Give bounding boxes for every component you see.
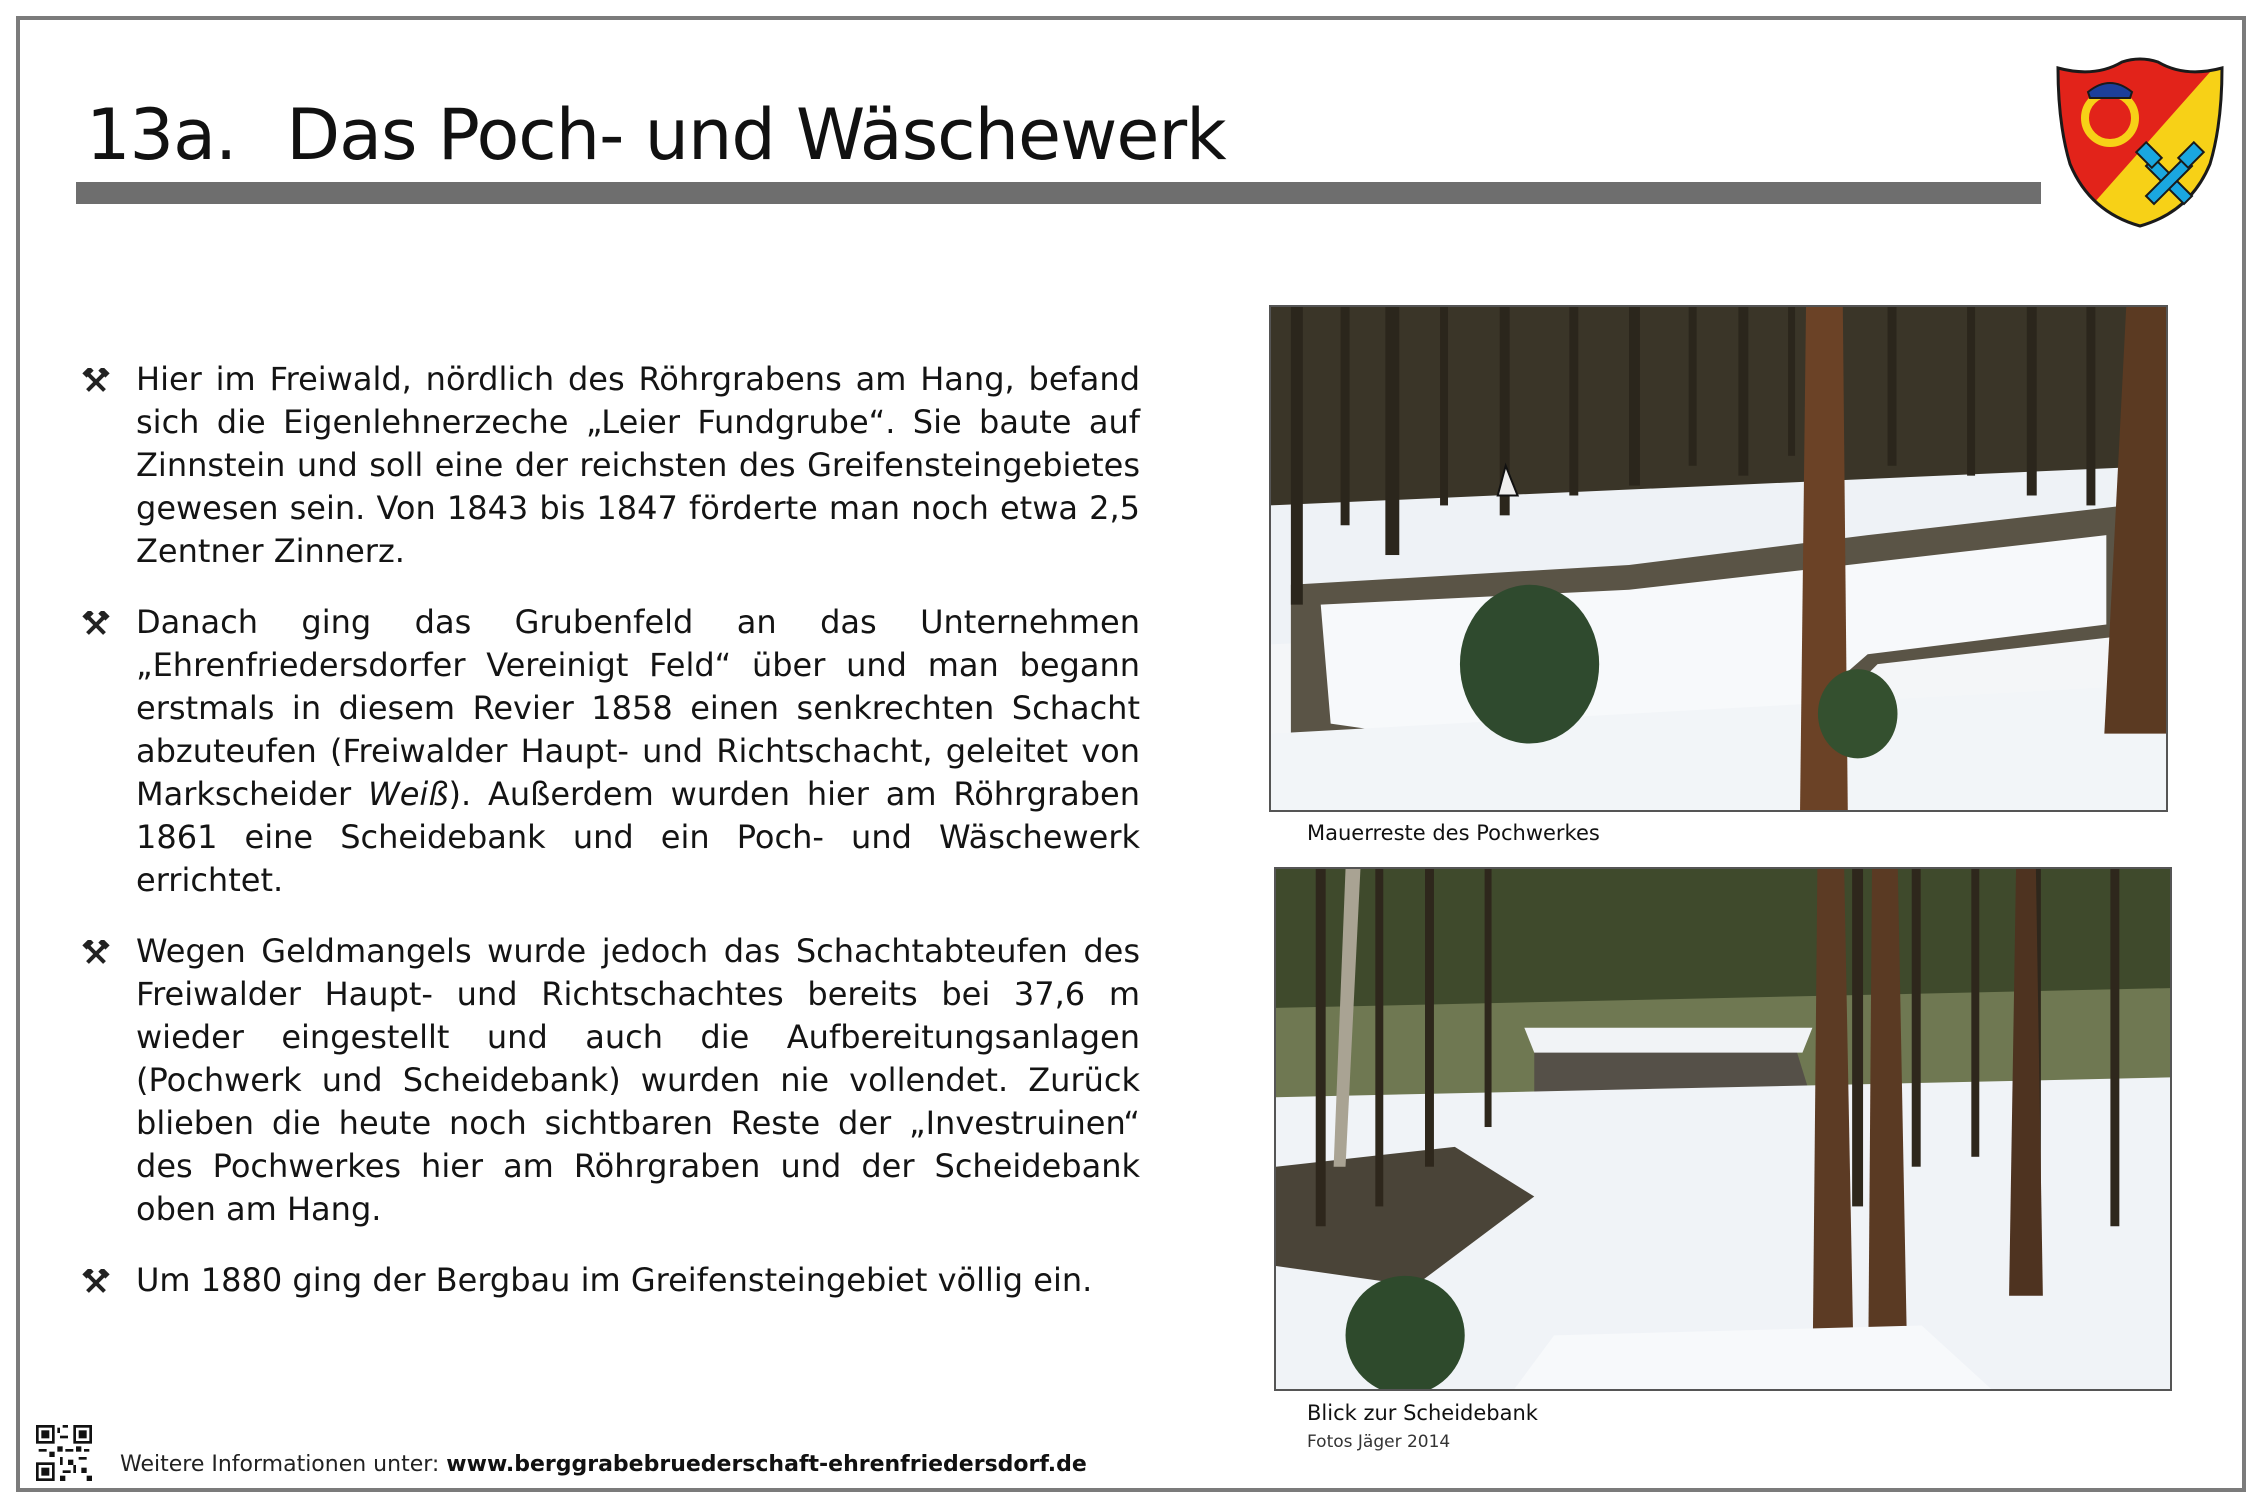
hammer-and-pick-icon	[82, 611, 110, 637]
bullet-text: Hier im Freiwald, nördlich des Röhrgrabens am Hang, befand sich die Eigenlehnerzeche „Leier Fundgrube“. Sie baute auf Zinnstein und soll eine der reichsten des Greifensteingebietes gewesen sein. Von 1843 bis 1847 förderte man noch etwa 2,5 Zentner Zinnerz.	[136, 360, 1140, 570]
photo-wall-remains	[1269, 305, 2168, 812]
footer-info	[120, 1450, 1087, 1480]
surveyor-name: Weiß	[368, 775, 449, 813]
bullet-text: Wegen Geldmangels wurde jedoch das Schachtabteufen des Freiwalder Haupt- und Richtschachtes bereits bei 37,6 m wieder eingestellt und auch die Aufbereitungsanlagen (Pochwerk und Scheidebank) wurden nie vollendet. Zurück blieben die heute noch sichtbaren Reste der „Investruinen“ des Pochwerkes hier am Röhrgraben und der Scheidebank oben am Hang.	[136, 932, 1140, 1228]
list-item	[80, 358, 1140, 573]
photo-credit: Fotos Jäger 2014	[1307, 1432, 1451, 1452]
qr-code-icon[interactable]	[36, 1425, 92, 1481]
forest-ruin-image	[1276, 869, 2170, 1389]
bullet-text: Um 1880 ging der Bergbau im Greifensteingebiet völlig ein.	[136, 1261, 1093, 1299]
hammer-and-pick-icon	[82, 940, 110, 966]
page-title	[86, 90, 1226, 180]
website-link[interactable]: www.berggrabebruederschaft-ehrenfriedersdorf.de	[446, 1452, 1087, 1477]
photo-caption: Blick zur Scheidebank	[1307, 1401, 1538, 1425]
coat-of-arms-icon	[2050, 54, 2230, 230]
title-text: Das Poch- und Wäschewerk	[286, 94, 1226, 176]
section-number: 13a.	[86, 94, 237, 176]
bullet-text-continued: ). Außerdem wurden hier am Röhrgraben 1861 eine Scheidebank und ein Poch- und Wäschewerk errichtet.	[136, 775, 1141, 899]
hammer-and-pick-icon	[82, 1269, 110, 1295]
list-item	[80, 601, 1140, 902]
footer-label: Weitere Informationen unter:	[120, 1452, 447, 1477]
title-divider	[76, 182, 2041, 204]
forest-snow-image	[1271, 307, 2166, 810]
info-list	[80, 358, 1140, 1330]
hammer-and-pick-icon	[82, 368, 110, 394]
list-item	[80, 1259, 1140, 1302]
list-item	[80, 930, 1140, 1231]
bullet-text: Danach ging das Grubenfeld an das Unternehmen „Ehrenfriedersdorfer Vereinigt Feld“ über und man begann erstmals in diesem Revier 1858 einen senkrechten Schacht abzuteufen (Freiwalder Haupt- und Richtschacht, geleitet von Markscheider	[136, 603, 1140, 813]
photo-caption: Mauerreste des Pochwerkes	[1307, 821, 1600, 845]
photo-separation-bench	[1274, 867, 2172, 1391]
